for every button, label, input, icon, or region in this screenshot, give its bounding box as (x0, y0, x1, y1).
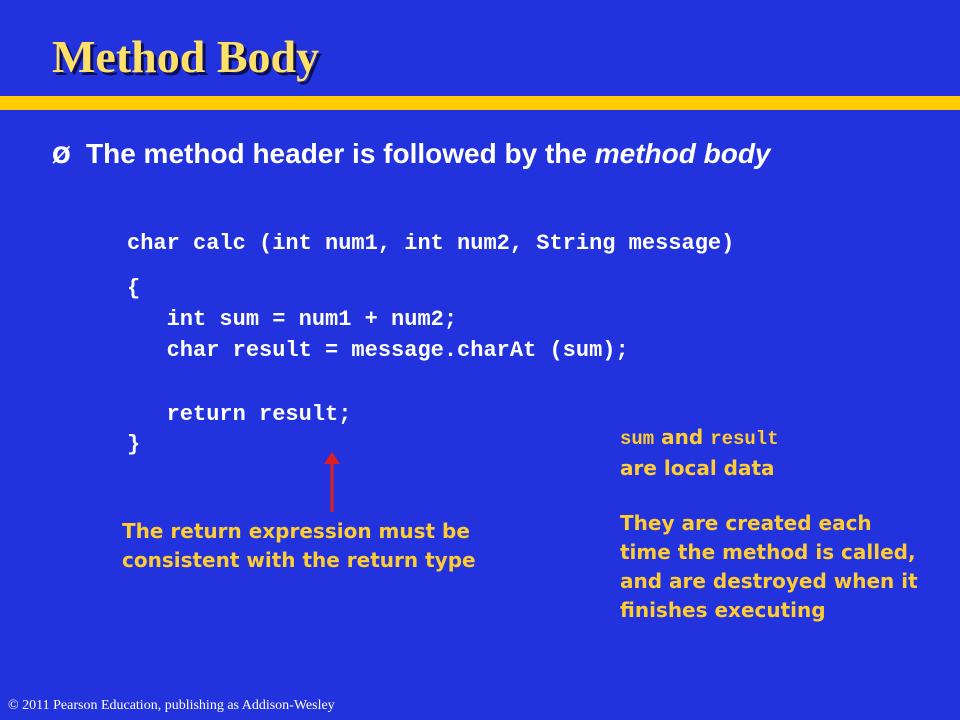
bullet-point (52, 138, 771, 170)
title-rule (0, 96, 960, 110)
note-local-and: and (654, 425, 711, 449)
pointer-arrow-icon (322, 452, 342, 512)
note-local-line2: are local data (620, 456, 775, 480)
code-line-result: char result = message.charAt (sum); (127, 338, 629, 363)
note-local-data (620, 423, 920, 483)
note-local-var-result: result (710, 428, 779, 450)
code-line-sum: int sum = num1 + num2; (127, 307, 458, 332)
footer-copyright: © 2011 Pearson Education, publishing as Addison-Wesley (8, 698, 335, 713)
code-line-close-brace: } (127, 432, 141, 457)
note-lifetime: They are created each time the method is called, and are destroyed when it finishes executing (620, 511, 918, 622)
note-return-type: The return expression must be consistent with the return type (122, 519, 476, 572)
bullet-text: The method header is followed by the (86, 138, 595, 169)
code-line-return: return result; (127, 402, 352, 427)
bullet-emphasis: method body (594, 138, 771, 169)
bullet-arrow-icon: Ø (52, 144, 71, 169)
code-line-header: char calc (int num1, int num2, String message) (127, 231, 735, 256)
slide-title: Method Body (52, 31, 320, 82)
note-local-var-sum: sum (620, 428, 655, 450)
code-line-open-brace: { (127, 276, 141, 301)
